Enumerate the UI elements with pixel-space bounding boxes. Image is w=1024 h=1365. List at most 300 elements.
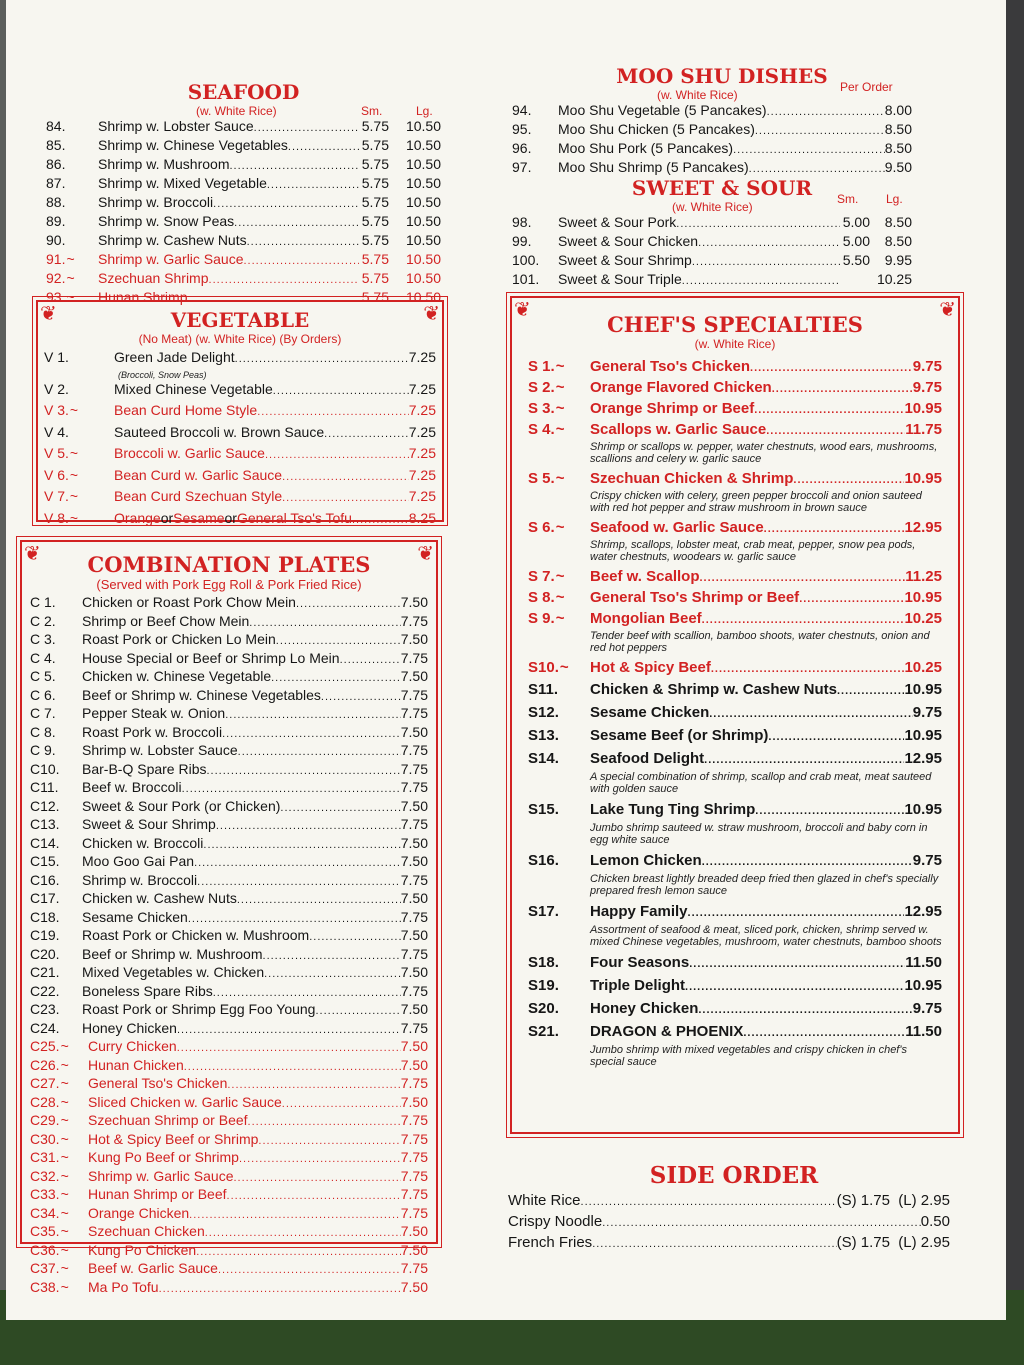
item-code: V 6.~ [44,466,79,483]
dot-leader [767,104,885,121]
dot-leader [159,1281,401,1298]
item-name: Szechuan Chicken [88,1223,205,1239]
item-code: C 5. [30,668,56,684]
dot-leader [222,726,401,743]
menu-item-row [30,1020,428,1039]
item-description: A special combination of shrimp, scallop and crab meat, meat sauteed with golden sauce [590,771,932,795]
dot-leader [205,1225,401,1242]
item-name: General Tso's Chicken [590,358,751,375]
item-name: Pepper Steak w. Onion [82,705,226,721]
mooshu-section [512,64,912,178]
item-name: Orange Flavored Chicken [590,379,772,396]
item-code: C18. [30,908,60,925]
menu-item-row [44,380,436,402]
menu-item-row [44,466,436,488]
item-price: 10.95 [904,977,942,994]
dot-leader [288,139,359,156]
menu-item-row [528,1021,942,1044]
seafood-subtitle: (w. White Rice) [196,104,277,118]
price-large: 10.50 [405,213,441,229]
vegetable-list [44,348,436,530]
dot-leader [698,235,840,252]
price-small: 5.00 [842,233,870,249]
item-price: 7.25 [408,380,436,397]
item-name: Orange Shrimp or Beef [590,400,755,417]
menu-item-row [512,271,912,290]
item-name: Lake Tung Ting Shrimp [590,801,756,818]
menu-item-row [46,156,441,175]
item-name: Boneless Spare Ribs [82,982,213,999]
item-code: C32.~ [30,1167,69,1184]
item-name: Happy Family [590,903,688,920]
seafood-title: SEAFOOD [187,80,300,104]
item-code: C 8. [30,723,56,740]
sweet-sour-col-lg: Lg. [886,192,903,206]
dot-leader [282,1096,401,1113]
menu-item-row [528,588,942,609]
price-large: 10.50 [405,118,441,134]
item-code: V 2. [44,380,69,397]
item-name: Hunan Shrimp [98,289,188,305]
floral-ornament-icon: ❦ [40,303,57,325]
dot-leader [764,520,905,539]
menu-item-row [46,270,441,289]
item-price: 7.75 [400,1019,428,1036]
spicy-pepper-icon: ~ [60,1204,69,1221]
item-description: Crispy chicken with celery, green pepper broccoli and onion sauteed with red hot pepper and straw mushroom in brown sauce [590,490,922,514]
item-price: 10.95 [904,801,942,818]
item-name: Hot & Spicy Beef [590,659,711,676]
menu-item-row [512,233,912,252]
dot-leader [685,977,904,998]
menu-item-row [30,872,428,891]
item-code: C 7. [30,705,56,721]
item-code: S 4.~ [528,421,565,438]
menu-item-row [512,214,912,233]
item-name: Bar-B-Q Spare Ribs [82,760,207,777]
price-large: 10.50 [405,251,441,267]
item-name: Roast Pork or Chicken Lo Mein [82,631,276,647]
dot-leader [227,1188,401,1205]
menu-item-row [30,687,428,706]
item-code: S13. [528,727,559,744]
dot-leader [263,948,401,965]
item-price: 7.75 [400,908,428,925]
item-name: Mixed Chinese Vegetable [114,380,273,397]
item-code: V 5.~ [44,445,79,461]
item-name: Sesame Beef (or Shrimp) [590,727,769,744]
item-name: Roast Pork or Chicken w. Mushroom [82,927,310,943]
item-name: Triple Delight [590,977,686,994]
item-name: Sesame Chicken [82,908,188,925]
item-description: Shrimp, scallops, lobster meat, crab meat, pepper, snow pea pods, water chestnuts, woodears w. garlic sauce [590,539,916,563]
item-code: C11. [30,779,59,795]
dot-leader [702,611,905,630]
item-code: C 3. [30,631,56,647]
item-price: 7.75 [400,779,428,795]
menu-item-row [46,213,441,232]
side-order-list [508,1191,950,1254]
side-order-title: SIDE ORDER [649,1162,819,1189]
menu-page [6,0,1006,1320]
seafood-list [46,118,441,308]
item-name: Green Jade Delight [114,349,235,365]
item-name: Bean Curd Szechuan Style [114,488,283,504]
item-price: 10.95 [904,727,942,744]
menu-item-row [528,518,942,539]
menu-item-row [528,975,942,998]
dot-leader [296,596,401,613]
item-price: 12.95 [904,750,942,767]
spicy-pepper-icon: ~ [66,251,75,267]
menu-item-row [30,631,428,650]
item-price: 10.95 [904,681,942,698]
item-price: 7.75 [400,742,428,758]
combination-subtitle: (Served with Pork Egg Roll & Pork Fried Rice) [96,577,362,592]
price-large: 8.50 [884,233,912,249]
dot-leader [755,123,885,140]
item-price: 9.75 [912,704,942,721]
price-large: 10.25 [876,271,912,287]
item-name: Sweet & Sour Triple [558,271,682,287]
item-price: 7.75 [400,705,428,721]
dot-leader [711,660,905,679]
item-price: 7.50 [400,834,428,851]
item-price: 7.75 [400,649,428,666]
price-large: 9.95 [884,252,912,268]
sweet-sour-title: SWEET & SOUR [631,176,813,200]
item-name: General Tso's Chicken [88,1075,228,1091]
dot-leader [698,1000,912,1021]
dot-leader [709,704,913,725]
dot-leader [733,142,885,159]
price-small: 5.75 [361,270,389,286]
item-price: (S) 1.75 (L) 2.95 [836,1192,950,1209]
item-code: S20. [528,1000,559,1017]
dot-leader [315,1003,400,1020]
menu-item-row [30,1186,428,1205]
dot-leader [309,929,401,946]
price-large: 8.50 [884,214,912,230]
floral-ornament-icon: ❦ [24,543,41,565]
item-name: Szechuan Shrimp [98,270,209,286]
item-code: C10. [30,760,60,777]
item-price: 9.50 [884,159,912,175]
floral-ornament-icon: ❦ [423,303,440,325]
dot-leader [177,1040,401,1057]
menu-item-row [512,121,912,140]
item-name-part: Orange [114,509,161,526]
dot-leader [282,468,409,488]
dot-leader [244,253,360,270]
item-code: S18. [528,954,559,971]
menu-item-row [44,423,436,445]
item-code: C29.~ [30,1112,69,1128]
item-name: Shrimp w. Cashew Nuts [98,232,247,248]
item-code: 85. [46,137,66,153]
menu-item-row [30,1260,428,1279]
dot-leader [188,911,401,928]
dot-leader [280,800,400,817]
item-name: Shrimp w. Lobster Sauce [82,742,238,758]
menu-item-row [30,983,428,1002]
menu-item-row [30,853,428,872]
item-code: C36.~ [30,1241,69,1258]
item-name: Curry Chicken [88,1038,177,1054]
item-price: 10.95 [904,470,942,487]
item-code: S17. [528,903,559,920]
item-price: 9.75 [912,379,942,396]
item-price: 7.50 [400,1001,428,1017]
menu-item-row [528,469,942,490]
dot-leader [766,422,905,441]
price-small: 5.75 [361,194,389,210]
item-code: C 4. [30,649,56,666]
item-code: C31.~ [30,1149,69,1165]
dot-leader [581,1193,837,1212]
item-code: C28.~ [30,1093,69,1110]
item-name: Beef or Shrimp w. Mushroom [82,945,263,962]
dot-leader [682,273,840,290]
item-name: Shrimp w. Broccoli [82,871,198,888]
dot-leader [768,727,904,748]
spicy-pepper-icon: ~ [60,1223,69,1239]
vegetable-section [36,300,444,526]
dot-leader [257,403,409,423]
menu-item-row [30,1279,428,1298]
menu-item-row [44,509,436,531]
menu-item-row [528,420,942,441]
item-price: 12.95 [904,519,942,536]
dot-leader [189,1207,401,1224]
item-code: V 1. [44,349,69,365]
item-name: Shrimp w. Broccoli [98,194,214,210]
menu-item-row [30,927,428,946]
dot-leader [237,892,401,909]
item-name: Beef w. Broccoli [82,779,182,795]
item-description: Jumbo shrimp sauteed w. straw mushroom, broccoli and baby corn in egg white sauce [590,822,928,846]
item-name: Sauteed Broccoli w. Brown Sauce [114,423,325,440]
dot-leader [592,1235,836,1254]
seafood-col-sm: Sm. [361,104,383,118]
menu-item-row [44,348,436,370]
item-name: Moo Shu Shrimp (5 Pancakes) [558,159,749,175]
item-name-part: Sesame [173,509,225,526]
item-price: 7.50 [400,964,428,980]
dot-leader [206,763,400,780]
menu-item-row [46,137,441,156]
menu-item-row [528,679,942,702]
sweet-sour-subtitle: (w. White Rice) [672,200,753,214]
dot-leader [321,689,401,706]
item-price: 7.25 [408,349,436,365]
item-price: 8.00 [884,102,912,118]
item-description: Assortment of seafood & meat, sliced pork, chicken, shrimp served w. mixed Chinese vegetables, mushroom, water chestnuts, bamboo shoots [590,924,942,948]
item-name: Chicken w. Cashew Nuts [82,890,237,906]
dot-leader [213,196,359,213]
item-code: S 5.~ [528,470,565,487]
item-name: Sweet & Sour Shrimp [82,816,216,832]
price-large: 10.50 [405,175,441,191]
spicy-pepper-icon: ~ [555,358,565,375]
item-code: C17. [30,890,60,906]
item-price: 7.50 [400,1093,428,1110]
spicy-pepper-icon: ~ [555,421,565,438]
item-name: Mixed Vegetables w. Chicken [82,964,265,980]
item-price: 7.50 [400,853,428,869]
item-price: 7.75 [400,612,428,629]
item-name: Moo Shu Vegetable (5 Pancakes) [558,102,767,118]
item-name: Ma Po Tofu [88,1278,159,1295]
item-description: Chicken breast lightly breaded deep fried then glazed in chef's specially prepared fresh lemon sauce [590,873,939,897]
dot-leader [235,350,409,370]
dot-leader [755,801,904,822]
item-code: 98. [512,214,532,230]
item-price: 10.25 [904,610,942,627]
item-code: 89. [46,213,66,229]
item-price: 8.50 [884,140,912,156]
item-code: S21. [528,1023,559,1040]
spicy-pepper-icon: ~ [60,1056,69,1073]
item-code: C30.~ [30,1130,69,1147]
item-price: 7.50 [400,668,428,684]
menu-item-row [528,609,942,630]
item-code: V 3.~ [44,402,79,418]
dot-leader [276,633,401,650]
dot-leader [249,615,400,632]
dot-leader [282,489,409,509]
item-code: C 2. [30,612,56,629]
dot-leader [184,1059,401,1076]
spicy-pepper-icon: ~ [555,610,565,627]
combination-list [30,594,428,1297]
dot-leader [225,707,401,724]
item-code: C38.~ [30,1278,69,1295]
dot-leader [324,425,409,445]
menu-item-row [528,901,942,924]
item-price: 7.75 [400,1075,428,1091]
item-name: Shrimp w. Chinese Vegetables [98,137,288,153]
item-code: S 8.~ [528,589,565,606]
item-name: Lemon Chicken [590,852,702,869]
item-note: (Broccoli, Snow Peas) [118,369,207,380]
mooshu-subtitle: (w. White Rice) [657,88,738,102]
dot-leader [234,215,359,232]
menu-item-row [512,102,912,121]
menu-item-row [30,835,428,854]
menu-item-row [30,1094,428,1113]
item-code: C21. [30,964,60,980]
item-code: C20. [30,945,60,962]
menu-item-row [30,890,428,909]
spicy-pepper-icon: ~ [69,402,79,418]
item-code: 97. [512,159,532,175]
dot-leader [239,1151,401,1168]
spicy-pepper-icon: ~ [60,1149,69,1165]
item-name: Moo Goo Gai Pan [82,853,195,869]
menu-item-row [44,444,436,466]
price-small: 5.50 [842,252,870,268]
sweet-sour-list [512,214,912,290]
item-name: Crispy Noodle [508,1213,603,1230]
item-code: C13. [30,816,60,832]
item-code: C19. [30,927,60,943]
item-code: 87. [46,175,66,191]
price-large: 10.50 [405,270,441,286]
price-small: 5.75 [361,213,389,229]
menu-item-row [528,850,942,873]
spicy-pepper-icon: ~ [66,270,75,286]
vegetable-title: VEGETABLE [170,308,310,332]
menu-item-row [30,1149,428,1168]
spicy-pepper-icon: ~ [60,1186,69,1202]
item-price: 12.95 [904,903,942,920]
menu-item-row [30,668,428,687]
item-price: 7.75 [400,1149,428,1165]
dot-leader [837,681,904,702]
item-code: C26.~ [30,1056,69,1073]
item-name: French Fries [508,1234,593,1251]
item-name: Chicken w. Broccoli [82,834,204,851]
price-large: 10.50 [405,289,441,305]
price-small: 5.75 [361,289,389,305]
item-code: 86. [46,156,66,172]
menu-item-row [30,1131,428,1150]
menu-item-row [528,357,942,378]
item-code: 99. [512,233,532,249]
item-code: 88. [46,194,66,210]
item-price: 7.50 [400,797,428,814]
item-price: 7.25 [408,488,436,504]
dot-leader [273,382,409,402]
item-price: 7.75 [400,1167,428,1184]
seafood-col-lg: Lg. [416,104,433,118]
dot-leader [340,652,401,669]
item-code: C 6. [30,686,56,703]
item-name: Moo Shu Chicken (5 Pancakes) [558,121,755,137]
item-code: C14. [30,834,60,851]
seafood-section [46,80,441,308]
price-large: 10.50 [405,156,441,172]
item-code: V 4. [44,423,69,440]
item-code: C15. [30,853,60,869]
price-small: 5.75 [361,156,389,172]
item-code: S15. [528,801,559,818]
menu-item-row [508,1212,950,1233]
menu-item-row [44,401,436,423]
menu-item-row [30,779,428,798]
item-price: 9.75 [912,358,942,375]
item-price: 7.75 [400,871,428,888]
item-name: Roast Pork or Shrimp Egg Foo Young [82,1001,316,1017]
item-price: (S) 1.75 (L) 2.95 [836,1234,950,1251]
dot-leader [248,1114,401,1131]
dot-leader [197,874,401,891]
item-price: 7.75 [400,945,428,962]
spicy-pepper-icon: ~ [69,445,79,461]
menu-item-row [508,1233,950,1254]
spicy-pepper-icon: ~ [555,568,565,585]
dot-leader [692,254,840,271]
item-name: Sweet & Sour Pork [558,214,677,230]
item-code: C16. [30,871,60,888]
dot-leader [799,590,904,609]
combination-section [20,540,438,1295]
item-name-part: General Tso's Tofu [236,509,352,526]
chef-specialties-section [510,296,960,1134]
menu-item-row [30,705,428,724]
item-name: Honey Chicken [82,1019,177,1036]
